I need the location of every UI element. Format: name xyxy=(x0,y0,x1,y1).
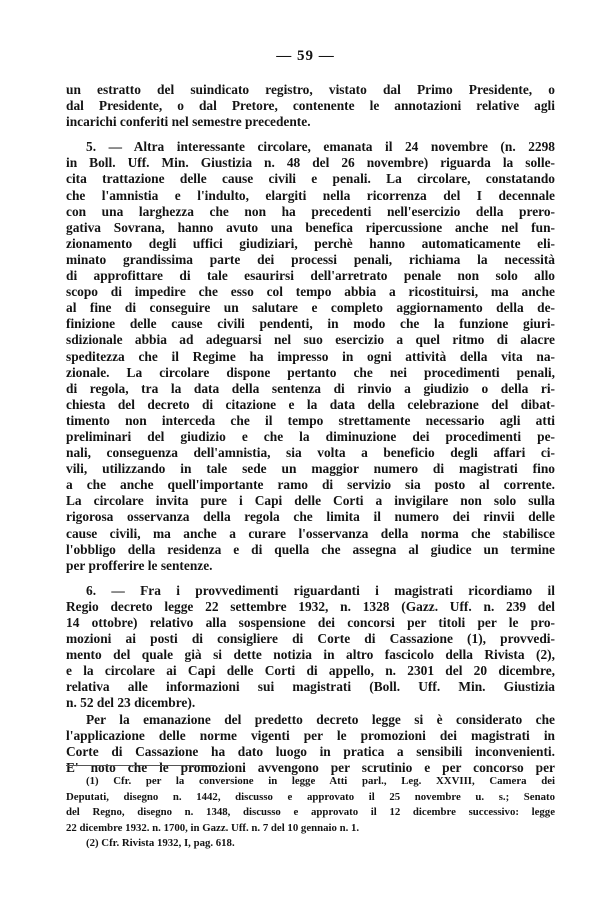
text-line: un estratto del suindicato registro, vistato dal Primo Presidente, o xyxy=(66,82,555,97)
main-text xyxy=(66,82,555,776)
text-line: Per la emanazione del predetto decreto legge si è considerato che xyxy=(86,711,555,727)
text-line: in Boll. Uff. Min. Giustizia n. 48 del 26 novembre) riguarda la solle- xyxy=(66,155,555,171)
page-number: — 59 — xyxy=(276,48,335,64)
footnote-divider xyxy=(66,765,216,766)
text-line: rigorosa osservanza della regola che limita il numero dei rinvii delle xyxy=(66,509,555,525)
text-line: E' noto che le promozioni avvengono per scrutinio e per concorso per xyxy=(66,759,555,775)
text-line: vili, utilizzando in tale sede un maggior numero di magistrati fino xyxy=(66,461,555,477)
text-line: 14 ottobre) relativo alla sospensione dei concorsi per titoli per le pro- xyxy=(66,615,555,630)
text-line: incarichi conferiti nel semestre precedente. xyxy=(66,114,311,130)
paragraph-gap xyxy=(66,574,555,583)
paragraph-gap xyxy=(66,130,555,139)
text-line: La circolare invita pure i Capi delle Corti a invigilare non solo sulla xyxy=(66,493,555,509)
text-line: a che anche quell'importante ramo di servizio sia posto al corrente. xyxy=(66,477,555,493)
text-line: finizione delle cause civili pendenti, in modo che la funzione giuri- xyxy=(66,316,555,332)
text-line: e la circolare ai Capi delle Corti di appello, n. 2301 del 20 dicembre, xyxy=(66,663,555,679)
text-line: sdizionale abbia ad adeguarsi nel suo esercizio a quel ritmo di alacre xyxy=(66,332,555,348)
text-line: l'applicazione delle norme vigenti per le promozioni dei magistrati in xyxy=(66,727,555,743)
text-line: l'obbligo della residenza e di quella che assegna al giudice un termine xyxy=(66,541,555,557)
footnote-1 xyxy=(66,774,555,836)
text-line: 5. — Altra interessante circolare, emanata il 24 novembre (n. 2298 xyxy=(86,139,555,155)
text-line: minato grandissima parte dei processi penali, richiama la necessità xyxy=(66,251,555,267)
footnote-line: Deputati, disegno n. 1442, discusso e approvato il 25 novembre u. s.; Senato xyxy=(66,790,555,803)
text-line: zionamento degli uffici giudiziari, perchè hanno automaticamente eli- xyxy=(66,235,555,251)
footnotes xyxy=(66,774,555,852)
text-line: zionale. La circolare dispone pertanto che nei procedimenti penali, xyxy=(66,364,555,380)
paragraph-5 xyxy=(66,139,555,574)
text-line: con una larghezza che non ha precedenti nell'esercizio della prero- xyxy=(66,203,555,219)
text-line: cause civili, ma anche a curare l'osservanza della norma che stabilisce xyxy=(66,525,555,541)
text-line: chiesta del decreto di citazione e la data della celebrazione del dibat- xyxy=(66,396,555,412)
text-line: n. 52 del 23 dicembre). xyxy=(66,695,196,711)
text-line: speditezza che il Regime ha impresso in ogni attività della vita na- xyxy=(66,348,555,364)
text-line: Corte di Cassazione ha dato luogo in pratica a sensibili inconvenienti. xyxy=(66,743,555,759)
text-line: di approfittare di tale esaurirsi dell'arretrato penale non solo allo xyxy=(66,268,555,284)
text-line: relativa alle informazioni sui magistrati (Boll. Uff. Min. Giustizia xyxy=(66,679,555,695)
text-line: di regola, tra la data della sentenza di rinvio a giudizio o della ri- xyxy=(66,380,555,396)
text-line: al fine di conseguire un salutare e completo aggiornamento della de- xyxy=(66,300,555,316)
text-line: scopo di impedire che esso col tempo abbia a ricostituirsi, ma anche xyxy=(66,284,555,300)
text-line: 6. — Fra i provvedimenti riguardanti i magistrati ricordiamo il xyxy=(86,582,555,598)
text-line: preliminari del giudizio e che la diminuzione dei procedimenti pe- xyxy=(66,428,555,444)
text-line: gativa Sovrana, hanno avuto una benefica ripercussione anche nel fun- xyxy=(66,219,555,235)
text-line: che l'amnistia e l'indulto, elargiti nella ricorrenza del I decennale xyxy=(66,187,555,203)
text-line: mozioni ai posti di consigliere di Corte di Cassazione (1), provvedi- xyxy=(66,631,555,647)
text-line: Regio decreto legge 22 settembre 1932, n. 1328 (Gazz. Uff. n. 239 del xyxy=(66,598,555,614)
text-line: nali, conseguenza dell'amnistia, sia volta a beneficio degli affari ci- xyxy=(66,445,555,461)
text-line: per profferire le sentenze. xyxy=(66,557,213,573)
footnote-line: 22 dicembre 1932. n. 1700, in Gazz. Uff. n. 7 del 10 gennaio n. 1. xyxy=(66,821,360,834)
paragraph-6 xyxy=(66,583,555,712)
footnote-line: (2) Cfr. Rivista 1932, I, pag. 618. xyxy=(86,837,235,849)
paragraph-decreto xyxy=(66,712,555,776)
text-line: dal Presidente, o dal Pretore, contenente le annotazioni relative agli xyxy=(66,98,555,114)
footnote-line: (1) Cfr. per la conversione in legge Atti parl., Leg. XXVIII, Camera dei xyxy=(86,775,555,787)
paragraph-continuation xyxy=(66,82,555,130)
footnote-line: del Regno, disegno n. 1348, discusso e approvato il 12 dicembre successivo: legge xyxy=(66,806,555,818)
footnote-2 xyxy=(66,836,555,852)
text-line: cita trattazione delle cause civili e penali. La circolare, constatando xyxy=(66,171,555,187)
text-line: timento non interceda che il tempo strettamente necessario agli atti xyxy=(66,412,555,428)
text-line: mento del quale già si dette notizia in altro fascicolo della Rivista (2), xyxy=(66,647,555,663)
